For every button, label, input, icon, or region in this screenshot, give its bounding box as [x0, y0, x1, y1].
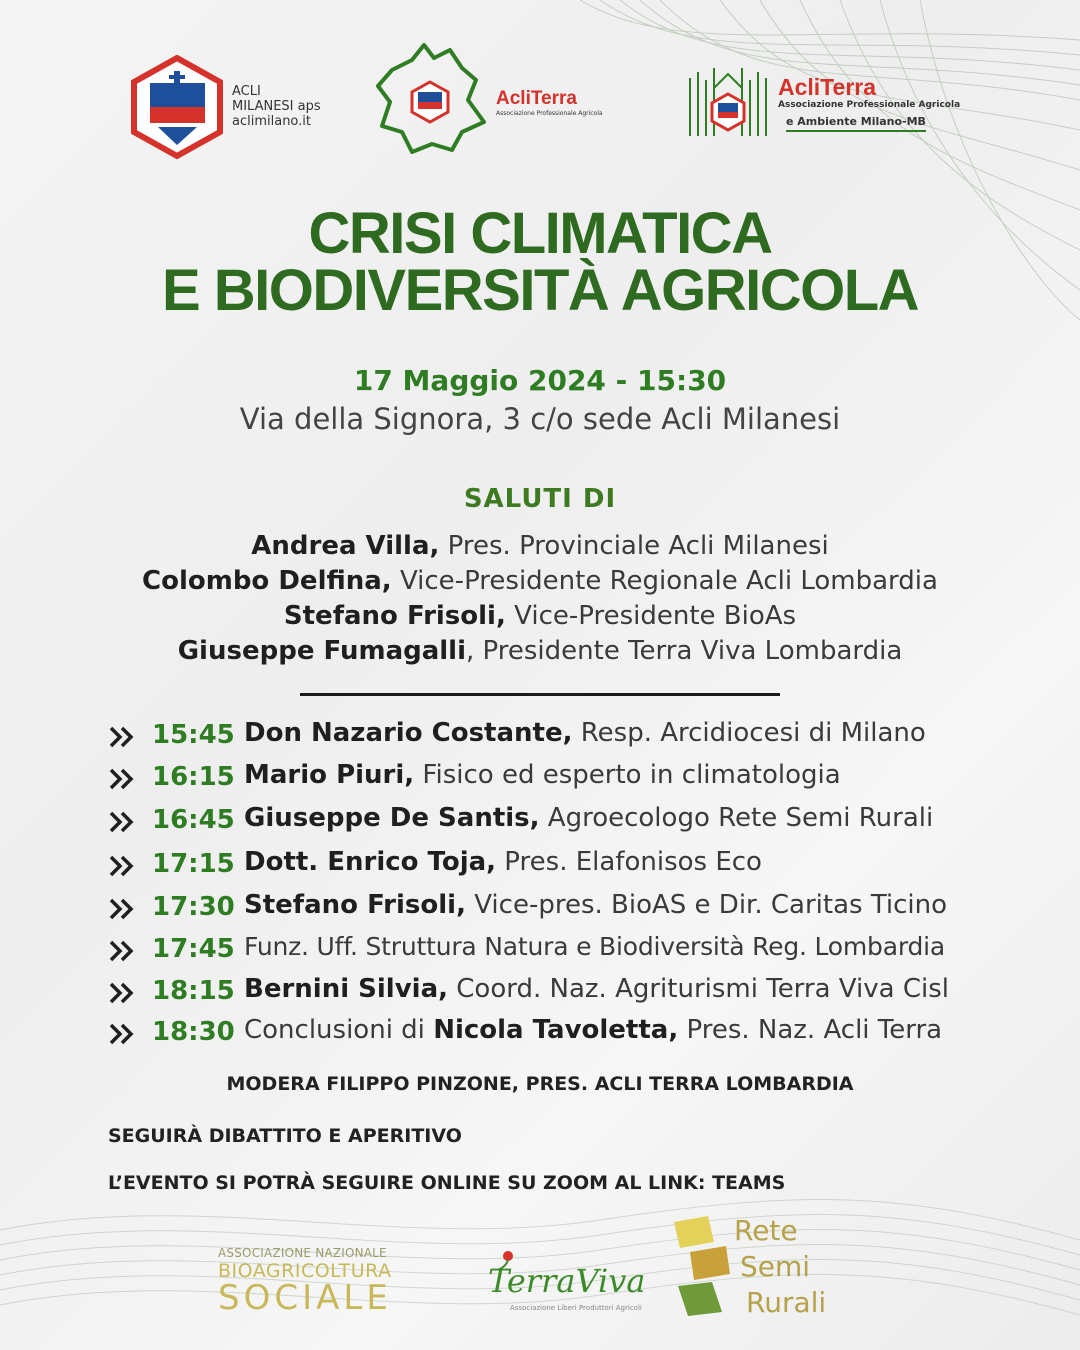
- event-venue: Via della Signora, 3 c/o sede Acli Milanesi: [239, 402, 841, 436]
- double-chevron-icon: [108, 726, 138, 748]
- greeting-name: Giuseppe Fumagalli: [177, 636, 467, 666]
- greeting-line: [0, 636, 1080, 666]
- followup-note: SEGUIRÀ DIBATTITO E APERITIVO: [108, 1125, 462, 1147]
- agenda-desc: [244, 974, 949, 1004]
- agenda-speaker: Mario Piuri,: [244, 760, 415, 790]
- acliterra-milano-subtitle: Associazione Professionale Agricola: [778, 100, 961, 110]
- greeting-line: [0, 601, 1080, 631]
- agenda-time: 16:45: [152, 805, 235, 835]
- title-line2: E BIODIVERSITÀ AGRICOLA: [161, 258, 919, 323]
- agenda-time: 17:30: [152, 892, 235, 922]
- acli-line1: ACLI: [232, 84, 261, 99]
- agenda-speaker: Stefano Frisoli,: [244, 890, 466, 920]
- event-date: 17 Maggio 2024 - 15:30: [353, 364, 727, 397]
- agenda-role: Coord. Naz. Agriturismi Terra Viva Cisl: [448, 974, 949, 1004]
- double-chevron-icon: [108, 811, 138, 833]
- agenda-time: 16:15: [152, 762, 235, 792]
- greeting-name: Stefano Frisoli,: [283, 601, 506, 631]
- greeting-role: Vice-Presidente Regionale Acli Lombardia: [391, 566, 938, 596]
- agenda-speaker: Dott. Enrico Toja,: [244, 847, 497, 877]
- acliterra-milano-subtitle2: e Ambiente Milano-MB: [786, 115, 926, 132]
- agenda-speaker: Giuseppe De Santis,: [244, 803, 540, 833]
- acliterra-regional-name: AcliTerra: [496, 88, 577, 109]
- agenda-time: 15:45: [152, 720, 235, 750]
- rsr-line2: Semi: [740, 1250, 811, 1283]
- acliterra-milano-name: AcliTerra: [778, 74, 877, 100]
- agenda-time: 18:30: [152, 1017, 235, 1047]
- acli-line2: MILANESI aps: [232, 99, 321, 114]
- agenda-desc: [244, 760, 841, 790]
- terraviva-subtitle: Associazione Liberi Produttori Agricoli: [510, 1304, 642, 1312]
- double-chevron-icon: [108, 768, 138, 790]
- agenda-speaker: Bernini Silvia,: [244, 974, 449, 1004]
- bioas-logo: [218, 1246, 403, 1316]
- double-chevron-icon: [108, 982, 138, 1004]
- acli-logo: [130, 55, 225, 160]
- agenda-speaker: Nicola Tavoletta,: [433, 1015, 679, 1045]
- acli-line3: aclimilano.it: [232, 114, 311, 129]
- greeting-role: Pres. Provinciale Acli Milanesi: [439, 531, 829, 561]
- agenda-role: Agroecologo Rete Semi Rurali: [539, 803, 934, 833]
- lombardia-map-icon: [372, 40, 492, 160]
- agenda-time: 18:15: [152, 976, 235, 1006]
- double-chevron-icon: [108, 940, 138, 962]
- agenda-role: Pres. Elafonisos Eco: [496, 847, 762, 877]
- acli-logo-text: [232, 84, 321, 129]
- greeting-line: [0, 566, 1080, 596]
- section-divider: [300, 693, 780, 696]
- acliterra-lombardia-logo: [372, 40, 622, 160]
- rete-semi-rurali-logo: [668, 1212, 838, 1322]
- terraviva-logo: [488, 1246, 646, 1316]
- agenda-desc: [244, 1015, 942, 1045]
- agenda-time: 17:15: [152, 849, 235, 879]
- rsr-line1: Rete: [734, 1214, 798, 1247]
- bioas-line2: BIOAGRICOLTURA: [218, 1260, 392, 1282]
- bioas-line3: SOCIALE: [218, 1278, 392, 1318]
- greeting-role: Vice-Presidente BioAs: [505, 601, 797, 631]
- agenda-role: Fisico ed esperto in climatologia: [414, 760, 841, 790]
- agenda-desc: [244, 718, 926, 748]
- greeting-name: Colombo Delfina,: [142, 566, 392, 596]
- double-chevron-icon: [108, 1023, 138, 1045]
- duomo-icon: [686, 58, 770, 138]
- agenda-desc: [244, 847, 762, 877]
- agenda-time: 17:45: [152, 934, 235, 964]
- agenda-pre: Funz. Uff. Struttura Natura e Biodiversità Reg. Lombardia: [244, 932, 946, 961]
- agenda-desc: [244, 890, 947, 920]
- agenda-role: Vice-pres. BioAS e Dir. Caritas Ticino: [465, 890, 948, 920]
- saluti-heading: SALUTI DI: [463, 484, 617, 514]
- agenda-role: Pres. Naz. Acli Terra: [678, 1015, 943, 1045]
- acliterra-milano-logo: [686, 58, 961, 140]
- moderator-note: MODERA FILIPPO PINZONE, PRES. ACLI TERRA LOMBARDIA: [226, 1073, 854, 1095]
- title-line1: CRISI CLIMATICA: [308, 201, 772, 266]
- agenda-speaker: Don Nazario Costante,: [244, 718, 573, 748]
- online-note: L’EVENTO SI POTRÀ SEGUIRE ONLINE SU ZOOM AL LINK: TEAMS: [108, 1172, 786, 1194]
- agenda-desc: [244, 932, 945, 961]
- double-chevron-icon: [108, 855, 138, 877]
- terraviva-name: TerraViva: [488, 1262, 646, 1300]
- rsr-mark-icon: [668, 1212, 738, 1320]
- agenda-role: Resp. Arcidiocesi di Milano: [572, 718, 926, 748]
- rsr-line3: Rurali: [746, 1286, 827, 1319]
- acliterra-regional-subtitle: Associazione Professionale Agricola: [496, 110, 603, 117]
- greeting-name: Andrea Villa,: [251, 531, 440, 561]
- bioas-line1: ASSOCIAZIONE NAZIONALE: [218, 1246, 387, 1260]
- double-chevron-icon: [108, 898, 138, 920]
- agenda-pre: Conclusioni di: [244, 1015, 434, 1045]
- agenda-desc: [244, 803, 933, 833]
- greeting-line: [0, 531, 1080, 561]
- greeting-role: , Presidente Terra Viva Lombardia: [466, 636, 903, 666]
